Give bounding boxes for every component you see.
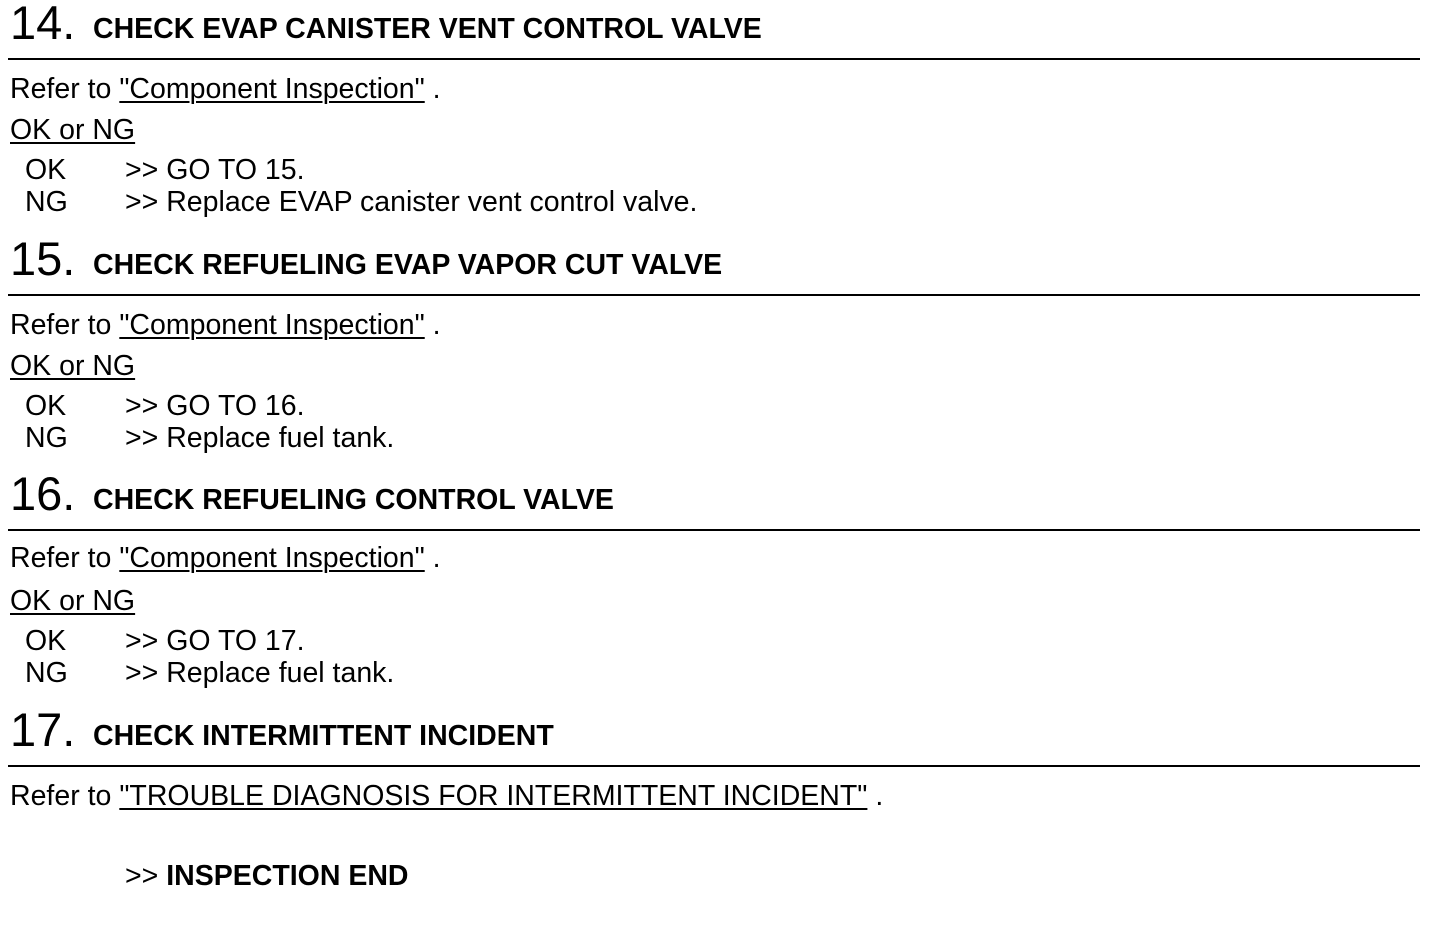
refer-suffix: . [875,780,884,812]
result-ok-action: >> GO TO 16. [125,390,305,422]
refer-suffix: . [432,73,441,105]
component-inspection-link[interactable]: "Component Inspection" [119,309,425,341]
step-15-section [0,232,1456,472]
refer-prefix: Refer to [10,542,112,574]
refer-prefix: Refer to [10,780,112,812]
section-divider [8,58,1420,60]
result-ok-action: >> GO TO 17. [125,625,305,657]
result-ng-action: >> Replace fuel tank. [125,657,395,689]
result-ok-label: OK [25,625,67,657]
section-divider [8,765,1420,767]
refer-prefix: Refer to [10,73,112,105]
result-ok-action: >> GO TO 15. [125,154,305,186]
step-14-section [0,0,1456,236]
step-title: CHECK REFUELING EVAP VAPOR CUT VALVE [93,249,723,281]
step-title: CHECK INTERMITTENT INCIDENT [93,720,554,752]
trouble-diagnosis-link[interactable]: "TROUBLE DIAGNOSIS FOR INTERMITTENT INCIDENT" [119,780,868,812]
step-number: 15. [10,232,76,285]
ok-or-ng-heading: OK or NG [10,585,136,617]
end-prefix: >> [125,860,159,892]
component-inspection-link[interactable]: "Component Inspection" [119,73,425,105]
step-16-section [0,467,1456,707]
inspection-end-label: INSPECTION END [166,860,409,892]
result-ok-label: OK [25,154,67,186]
step-title: CHECK REFUELING CONTROL VALVE [93,484,614,516]
component-inspection-link[interactable]: "Component Inspection" [119,542,425,574]
refer-line [10,75,441,103]
step-17-section [0,703,1456,943]
refer-line [10,311,441,339]
result-ng-label: NG [25,657,68,689]
step-number: 17. [10,703,76,756]
result-ng-label: NG [25,422,68,454]
refer-suffix: . [432,542,441,574]
section-divider [8,529,1420,531]
step-title: CHECK EVAP CANISTER VENT CONTROL VALVE [93,13,762,45]
refer-line [10,544,441,572]
refer-suffix: . [432,309,441,341]
result-ng-label: NG [25,186,68,218]
ok-or-ng-heading: OK or NG [10,350,136,382]
result-ok-label: OK [25,390,67,422]
step-number: 16. [10,467,76,520]
inspection-end-line [125,862,409,890]
refer-prefix: Refer to [10,309,112,341]
result-ng-action: >> Replace fuel tank. [125,422,395,454]
section-divider [8,294,1420,296]
refer-line [10,782,883,810]
ok-or-ng-heading: OK or NG [10,114,136,146]
result-ng-action: >> Replace EVAP canister vent control valve. [125,186,698,218]
step-number: 14. [10,0,76,49]
